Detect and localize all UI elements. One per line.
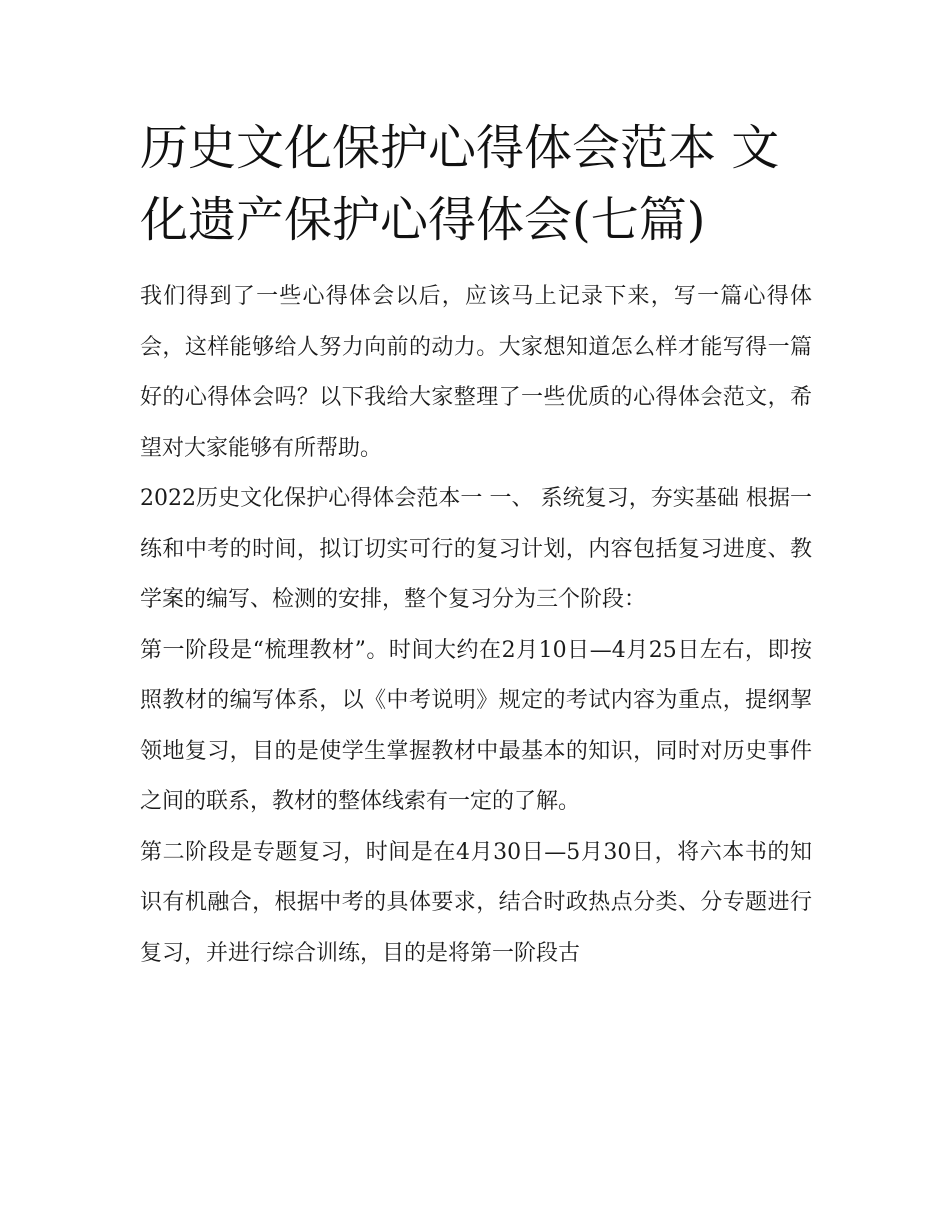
document-page	[140, 112, 812, 979]
document-title: 历史文化保护心得体会范本 文化遗产保护心得体会(七篇)	[140, 120, 780, 248]
paragraph-stage-two: 第二阶段是专题复习，时间是在4月30日—5月30日，将六本书的知识有机融合，根据中考的具体要求，结合时政热点分类、分专题进行复习，并进行综合训练，目的是将第一阶段古	[140, 839, 812, 966]
paragraph-review-plan: 2022历史文化保护心得体会范本一 一、 系统复习，夯实基础 根据一练和中考的时间，拟订切实可行的复习计划，内容包括复习进度、教学案的编写、检测的安排，整个复习分为三个阶段：	[140, 486, 812, 612]
paragraph-intro: 我们得到了一些心得体会以后，应该马上记录下来，写一篇心得体会，这样能够给人努力向前的动力。大家想知道怎么样才能写得一篇好的心得体会吗？以下我给大家整理了一些优质的心得体会范文，希望对大家能够有所帮助。	[140, 284, 812, 461]
paragraph-stage-one: 第一阶段是“梳理教材”。时间大约在2月10日—4月25日左右，即按照教材的编写体系，以《中考说明》规定的考试内容为重点，提纲挈领地复习，目的是使学生掌握教材中最基本的知识，同时对历史事件之间的联系，教材的整体线索有一定的了解。	[140, 637, 812, 814]
